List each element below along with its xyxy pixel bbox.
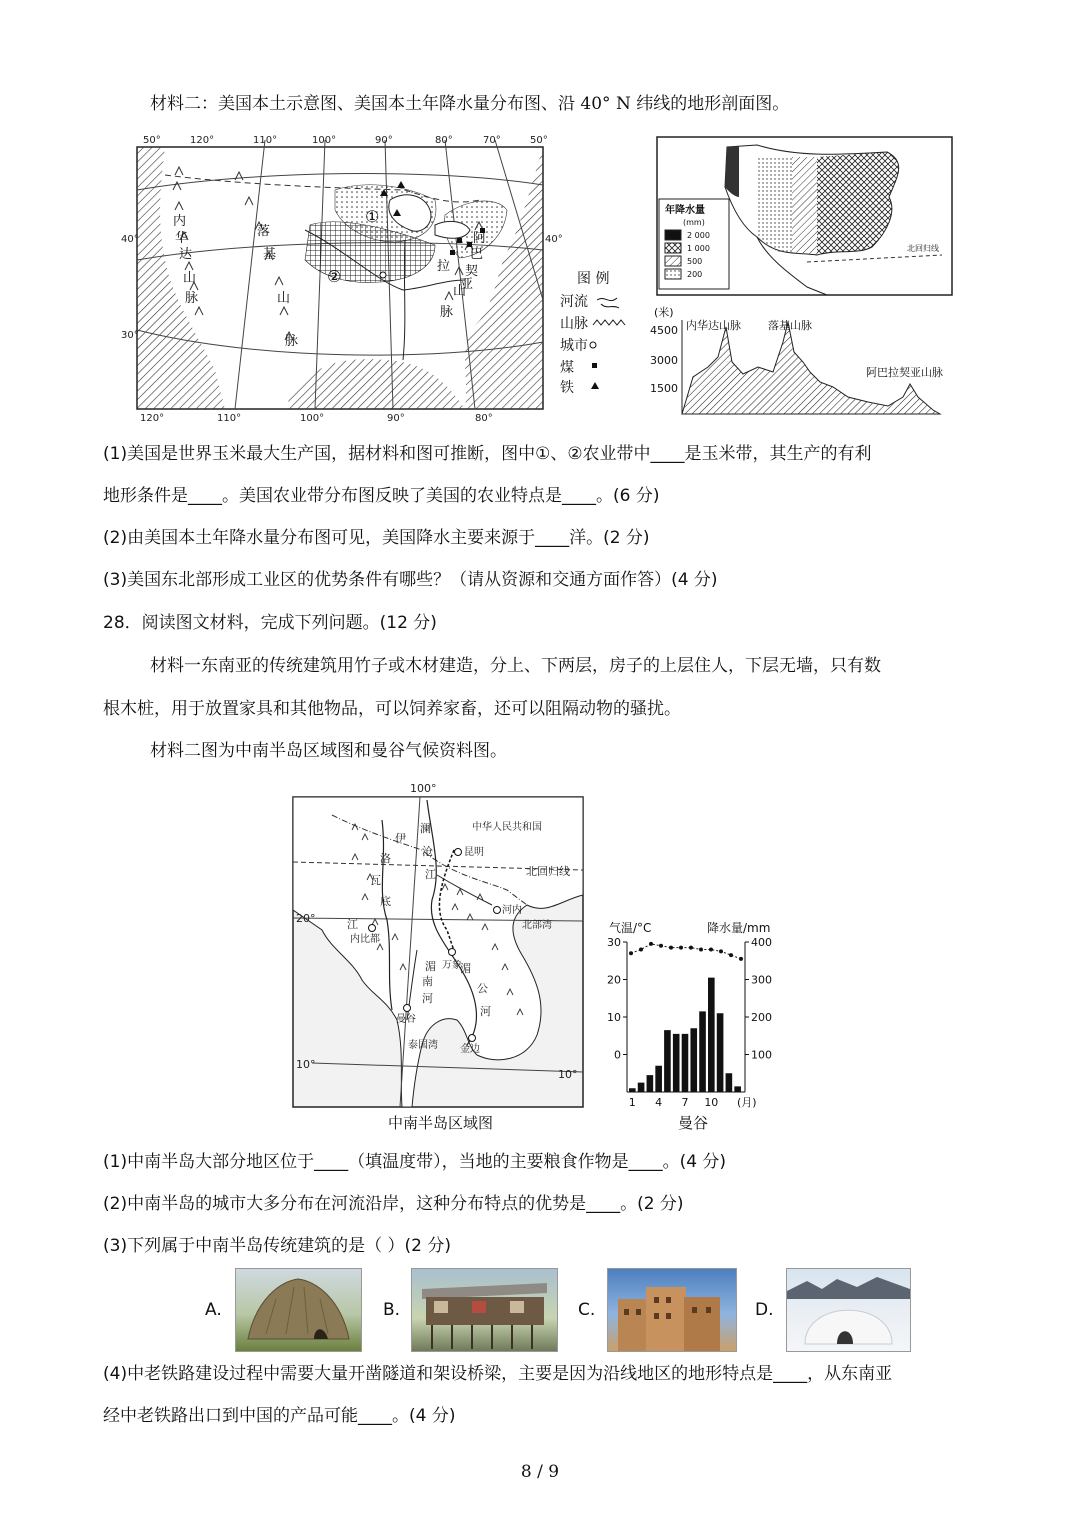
lon-label: 120° bbox=[140, 413, 165, 424]
q28-part4: (4)中老铁路建设过程中需要大量开凿隧道和架设桥梁，主要是因为沿线地区的地形特点是____，从东南亚 bbox=[103, 1364, 893, 1384]
map-label: 山 bbox=[453, 284, 467, 299]
legend-title: 图 例 bbox=[577, 271, 610, 287]
precip-axis-label: 降水量/mm bbox=[707, 921, 771, 935]
river-label: 湄 bbox=[460, 962, 471, 975]
map-label: 山 bbox=[277, 291, 291, 306]
precip-bar bbox=[734, 1086, 741, 1092]
legend-value: 500 bbox=[687, 257, 703, 266]
option-c-image bbox=[607, 1268, 737, 1352]
legend-item: 城市 bbox=[560, 338, 588, 354]
map-label: 落 bbox=[257, 224, 271, 239]
temp-tick-label: 10 bbox=[607, 1011, 621, 1024]
lat-label: 10° bbox=[296, 1058, 316, 1071]
legend-city-symbol bbox=[590, 342, 596, 348]
profile-ytick: 1500 bbox=[650, 382, 678, 395]
precip-legend-title: 年降水量 bbox=[665, 205, 705, 216]
map-label: 曼谷 bbox=[396, 1014, 416, 1025]
map-label: 泰国湾 bbox=[408, 1040, 438, 1051]
river-label: 伊 bbox=[395, 832, 406, 845]
grass-hut-icon bbox=[236, 1269, 361, 1351]
profile-unit: (米) bbox=[654, 306, 674, 319]
river-label: 河 bbox=[480, 1005, 491, 1018]
lat-label: 40° bbox=[545, 234, 563, 245]
legend-item: 河流 bbox=[560, 294, 588, 310]
precip-bar bbox=[655, 1066, 662, 1092]
q28-heading: 28．阅读图文材料，完成下列问题。(12 分) bbox=[103, 613, 437, 633]
temperature-point bbox=[639, 948, 643, 952]
map-label: 基 bbox=[263, 247, 277, 262]
lat-label: 30° bbox=[121, 330, 139, 341]
legend-item: 煤 bbox=[560, 360, 574, 376]
temperature-line bbox=[631, 944, 741, 959]
precip-bar bbox=[664, 1030, 671, 1092]
map-label: 金边 bbox=[460, 1044, 480, 1055]
map-label: 阿 bbox=[473, 231, 487, 246]
q28-material1: 材料一东南亚的传统建筑用竹子或木材建造，分上、下两层，房子的上层住人，下层无墙，只有数 bbox=[150, 656, 881, 676]
precip-bar bbox=[682, 1034, 689, 1092]
river-label: 瓦 bbox=[370, 874, 381, 887]
legend-iron-symbol bbox=[591, 382, 599, 389]
map-label: 脉 bbox=[185, 291, 199, 306]
option-a-label: A. bbox=[205, 1300, 222, 1320]
map-label: 昆明 bbox=[464, 847, 484, 858]
temperature-point bbox=[669, 946, 673, 950]
option-c-label: C. bbox=[578, 1300, 596, 1320]
map-label: 契 bbox=[465, 264, 479, 279]
map-label: 河内 bbox=[502, 905, 522, 916]
x-tick-label: 10 bbox=[704, 1096, 719, 1109]
profile-label: 内华达山脉 bbox=[686, 319, 741, 332]
map-label: 山 bbox=[183, 271, 197, 286]
river-label: 江 bbox=[425, 868, 436, 881]
q28-part4-cont: 经中老铁路出口到中国的产品可能____。(4 分) bbox=[103, 1406, 456, 1426]
river-label: 湄 bbox=[425, 960, 436, 973]
q27-part1: (1)美国是世界玉米最大生产国，据材料和图可推断，图中①、②农业带中____是玉米带，其生产的有利 bbox=[103, 444, 872, 464]
legend-value: 1 000 bbox=[687, 244, 710, 253]
temp-tick-label: 30 bbox=[607, 936, 621, 949]
option-d-label: D. bbox=[755, 1300, 774, 1320]
precip-bar bbox=[647, 1075, 654, 1092]
river-label: 河 bbox=[422, 992, 433, 1005]
precip-map bbox=[657, 137, 952, 297]
lon-label: 90° bbox=[375, 135, 393, 146]
temperature-point bbox=[689, 946, 693, 950]
lon-label: 120° bbox=[190, 135, 215, 146]
precip-bar bbox=[726, 1073, 733, 1092]
lon-label: 110° bbox=[217, 413, 242, 424]
region-dry bbox=[757, 157, 792, 253]
option-d-image bbox=[786, 1268, 911, 1352]
map-label: 达 bbox=[179, 247, 193, 262]
temperature-point bbox=[649, 942, 653, 946]
precip-tick-label: 300 bbox=[751, 973, 772, 987]
tropic-label: 北回归线 bbox=[907, 244, 939, 253]
city-symbol bbox=[380, 272, 386, 278]
mud-brick-building-icon bbox=[608, 1269, 736, 1351]
q28-part2: (2)中南半岛的城市大多分布在河流沿岸，这种分布特点的优势是____。(2 分) bbox=[103, 1194, 684, 1214]
precip-bar bbox=[673, 1034, 680, 1092]
temp-tick-label: 20 bbox=[607, 973, 621, 987]
precip-bar bbox=[699, 1011, 706, 1092]
temperature-point bbox=[659, 944, 663, 948]
lat-label: 20° bbox=[296, 912, 316, 925]
material2-us-heading: 材料二：美国本土示意图、美国本土年降水量分布图、沿 40° N 纬线的地形剖面图。 bbox=[150, 94, 790, 114]
map-label: 内 bbox=[173, 214, 187, 229]
region-west-coast bbox=[725, 146, 739, 197]
precip-tick-label: 200 bbox=[751, 1011, 772, 1024]
temperature-point bbox=[729, 953, 733, 957]
map-label: 内比都 bbox=[350, 934, 380, 945]
option-a-image bbox=[235, 1268, 362, 1352]
river-label: 洛 bbox=[380, 852, 391, 865]
precip-bar bbox=[690, 1028, 697, 1092]
bangkok-chart-title: 曼谷 bbox=[678, 1114, 709, 1132]
tropic-label: 北回归线 bbox=[526, 865, 570, 878]
temperature-point bbox=[709, 948, 713, 952]
river-label: 沧 bbox=[422, 845, 433, 858]
q28-material2: 材料二图为中南半岛区域图和曼谷气候资料图。 bbox=[150, 741, 507, 761]
legend-river-symbol bbox=[597, 298, 619, 308]
legend-value: 200 bbox=[687, 270, 703, 279]
region-mid bbox=[792, 157, 817, 255]
map-label: 华 bbox=[175, 231, 189, 246]
zone-label: ② bbox=[327, 267, 342, 286]
legend-coal-symbol bbox=[592, 363, 597, 368]
precip-tick-label: 100 bbox=[751, 1048, 772, 1062]
us-map bbox=[121, 130, 635, 424]
temperature-point bbox=[699, 948, 703, 952]
profile-ytick: 4500 bbox=[650, 324, 678, 337]
temp-tick-label: 0 bbox=[614, 1048, 621, 1062]
temperature-point bbox=[629, 951, 633, 955]
legend-swatch-2000 bbox=[665, 230, 681, 240]
lon-label: 100° bbox=[312, 135, 337, 146]
map-label: 巴 bbox=[470, 247, 484, 262]
profile-label: 落基山脉 bbox=[768, 319, 812, 332]
river-label: 南 bbox=[422, 975, 433, 988]
q27-part2: (2)由美国本土年降水量分布图可见，美国降水主要来源于____洋。(2 分) bbox=[103, 528, 650, 548]
temperature-point bbox=[679, 946, 683, 950]
map-label: 北部湾 bbox=[522, 920, 552, 931]
terrain-profile bbox=[648, 302, 948, 417]
temp-axis-label: 气温/°C bbox=[609, 921, 652, 935]
temperature-point bbox=[719, 949, 723, 953]
lon-label: 50° bbox=[530, 135, 548, 146]
river-label: 澜 bbox=[420, 822, 431, 835]
precip-legend-unit: (mm) bbox=[683, 218, 705, 227]
river-label: 江 bbox=[347, 918, 358, 931]
map-label: 拉 bbox=[437, 259, 451, 274]
x-axis-unit: (月) bbox=[737, 1096, 757, 1109]
lon-label: 110° bbox=[253, 135, 278, 146]
precip-bar bbox=[629, 1088, 636, 1092]
river-label: 公 bbox=[477, 982, 488, 995]
lon-label: 90° bbox=[387, 413, 405, 424]
lon-label: 80° bbox=[475, 413, 493, 424]
x-tick-label: 1 bbox=[628, 1096, 636, 1109]
profile-label: 阿巴拉契亚山脉 bbox=[866, 366, 943, 379]
x-tick-label: 4 bbox=[655, 1096, 663, 1109]
page-number: 8 / 9 bbox=[520, 1462, 560, 1482]
indochina-map bbox=[292, 780, 587, 1115]
lat-label: 10° bbox=[558, 1068, 578, 1081]
lon-label: 50° bbox=[143, 135, 161, 146]
x-tick-label: 7 bbox=[681, 1096, 689, 1109]
q28-part3: (3)下列属于中南半岛传统建筑的是（ ）(2 分) bbox=[103, 1236, 451, 1256]
option-b-image bbox=[411, 1268, 558, 1352]
map-label: 中华人民共和国 bbox=[472, 822, 542, 833]
precip-bar bbox=[638, 1083, 645, 1092]
zone-label: ① bbox=[365, 207, 380, 226]
option-b-label: B. bbox=[383, 1300, 401, 1320]
lon-label: 100° bbox=[410, 782, 437, 795]
q27-part3: (3)美国东北部形成工业区的优势条件有哪些？（请从资源和交通方面作答）(4 分) bbox=[103, 570, 718, 590]
precip-tick-label: 400 bbox=[751, 936, 772, 949]
stilt-house-icon bbox=[412, 1269, 557, 1351]
legend-swatch-1000 bbox=[665, 243, 681, 253]
temperature-point bbox=[739, 957, 743, 961]
legend-swatch-500 bbox=[665, 256, 681, 266]
igloo-icon bbox=[787, 1269, 910, 1351]
river-label: 底 bbox=[380, 895, 391, 908]
legend-item: 铁 bbox=[560, 380, 574, 396]
indochina-map-caption: 中南半岛区域图 bbox=[388, 1114, 494, 1132]
lon-label: 80° bbox=[435, 135, 453, 146]
map-label: 脉 bbox=[285, 334, 299, 349]
q28-part1: (1)中南半岛大部分地区位于____（填温度带），当地的主要粮食作物是____。(4 分) bbox=[103, 1152, 727, 1172]
bangkok-climate-chart bbox=[595, 918, 795, 1118]
map-label: 脉 bbox=[440, 305, 454, 320]
profile-ytick: 3000 bbox=[650, 354, 678, 367]
precip-bar bbox=[717, 1013, 724, 1092]
legend-swatch-200 bbox=[665, 269, 681, 279]
legend-mountain-symbol bbox=[593, 320, 625, 325]
q28-material1-cont: 根木桩，用于放置家具和其他物品，可以饲养家畜，还可以阻隔动物的骚扰。 bbox=[103, 699, 681, 719]
lon-label: 70° bbox=[483, 135, 501, 146]
q27-part1-cont: 地形条件是____。美国农业带分布图反映了美国的农业特点是____。(6 分) bbox=[103, 486, 660, 506]
map-label: 亚 bbox=[460, 277, 474, 292]
legend-value: 2 000 bbox=[687, 231, 710, 240]
lat-label: 40° bbox=[121, 234, 139, 245]
map-label: 万象 bbox=[442, 960, 462, 971]
precip-bar bbox=[708, 978, 715, 1092]
legend-item: 山脉 bbox=[560, 316, 588, 332]
lon-label: 100° bbox=[300, 413, 325, 424]
